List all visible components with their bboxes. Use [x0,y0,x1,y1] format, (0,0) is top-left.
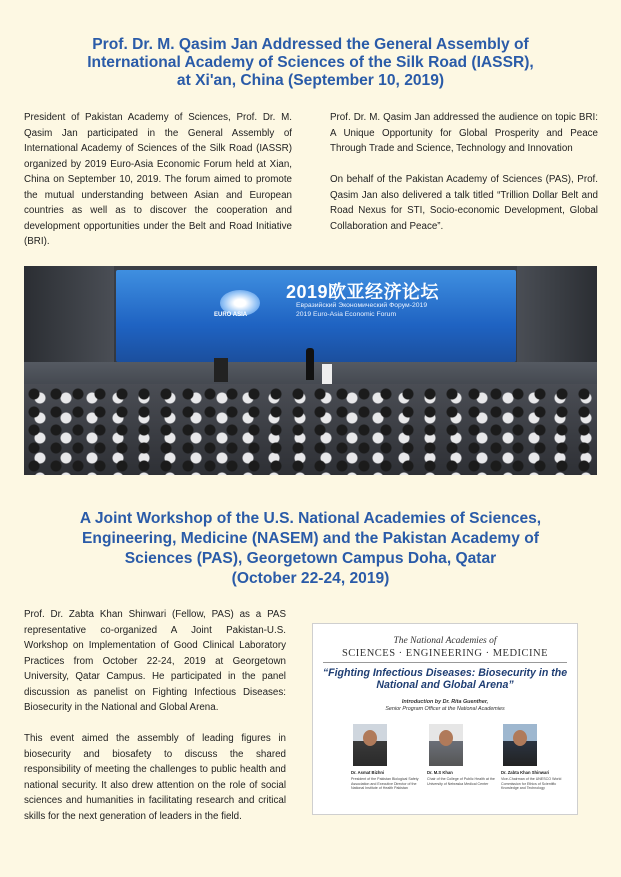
lectern [322,364,332,384]
flyer-org-line-1: The National Academies of [393,636,497,646]
flyer-intro-line-2: Senior Program Officer at the National Academies [385,706,505,712]
panelist [501,724,569,791]
panelist [427,724,495,786]
panelist-photo [429,724,463,766]
panelist-description: Vice-Chairman of the UNESCO World Commission for Ethics of Scientific Knowledge and Technology [501,777,562,791]
screen-subtitle-english: 2019 Euro-Asia Economic Forum [296,311,397,318]
article1-title-line: Prof. Dr. M. Qasim Jan Addressed the General Assembly of [92,36,529,53]
speaker-figure [306,348,314,380]
article2-paragraph-1: Prof. Dr. Zabta Khan Shinwari (Fellow, PAS) as a PAS representative co-organized A Joint Pakistan-U.S. Workshop on Implementation of Good Clinical Laboratory Practices from October 22-24, 2019 at Georgetown University, Qatar Campus. He participated in the panel discussion as panelist on Fighting Infectious Diseases: Biosecurity in the National and Global Arena. [24,609,286,713]
article2-title [24,509,597,589]
article1-right-paragraph-1: Prof. Dr. M. Qasim Jan addressed the audience on topic BRI: A Unique Opportunity for Global Prosperity and Peace Through Trade and Science, Technology and Innovation [330,112,598,154]
panelist-name: Dr. Asmat Bizhni [351,770,385,775]
flyer-divider [323,662,567,663]
panelist-description: Chair of the College of Public Health at the University of Nebraska Medical Center [427,777,495,786]
article2-column [24,607,286,824]
flyer-org-line-2: SCIENCES · ENGINEERING · MEDICINE [341,648,549,659]
panelist-description: President of the Pakistan Biological Safety Association and Executive Director of the National Institute of Health Pakistan [351,777,419,791]
screen-title: 2019欧亚经济论坛 [286,282,440,302]
nasem-flyer [312,623,578,815]
stage-screen [116,270,516,362]
article1-right-column [330,110,598,234]
podium [214,358,228,382]
article2-title-line: Sciences (PAS), Georgetown Campus Doha, Qatar [124,550,497,567]
article1-left-paragraph: President of Pakistan Academy of Sciences, Prof. Dr. M. Qasim Jan participated in the General Assembly of International Academy of Sciences of the Silk Road (IASSR) organized by 2019 Euro-Asia Economic Forum held at Xian, China on September 10, 2019. The forum aimed to promote the mutual understanding between Asian and European countries as well as to discover the cooperation and development opportunities under the Belt and Road Initiative (BRI). [24,112,292,247]
forum-logo-text: EURO ASIA [214,312,248,318]
panelist-photo [353,724,387,766]
audience [24,384,597,475]
article2-title-line: (October 22-24, 2019) [231,570,390,587]
article1-title-line: International Academy of Sciences of the Silk Road (IASSR), [87,54,534,71]
flyer-talk-title: “Fighting Infectious Diseases: Biosecurity in the National and Global Arena” [322,667,568,691]
article1-title-line: at Xi'an, China (September 10, 2019) [176,72,445,89]
flyer-intro [313,699,577,713]
flyer-intro-line-1: Introduction by Dr. Rita Guenther, [401,699,489,705]
article2-title-line: Engineering, Medicine (NASEM) and the Pakistan Academy of [82,530,539,547]
panelist-name: Dr. M.S Khan [427,770,453,775]
panelist-name: Dr. Zabta Khan Shinwari [501,770,550,775]
article1-right-paragraph-2: On behalf of the Pakistan Academy of Sciences (PAS), Prof. Qasim Jan also delivered a talk titled “Trillion Dollar Belt and Road Nexus for STI, Socio-economic Development, Global Collaboration and Peace”. [330,174,598,232]
forum-photo [24,266,597,475]
article1-left-column [24,110,292,250]
article1-title [24,36,597,90]
panelist-photo [503,724,537,766]
panelist [351,724,419,791]
screen-subtitle-russian: Евразийский Экономический Форум-2019 [296,302,428,309]
article2-paragraph-2: This event aimed the assembly of leading figures in biosecurity and biosafety to discuss the shared responsibility of meeting the challenges to public health and national security. It also drew attention on the role of social sciences and humanities in facilitating research and critical skills for the next generation of leaders in the field. [24,733,286,822]
article2-title-line: A Joint Workshop of the U.S. National Academies of Sciences, [79,510,542,527]
